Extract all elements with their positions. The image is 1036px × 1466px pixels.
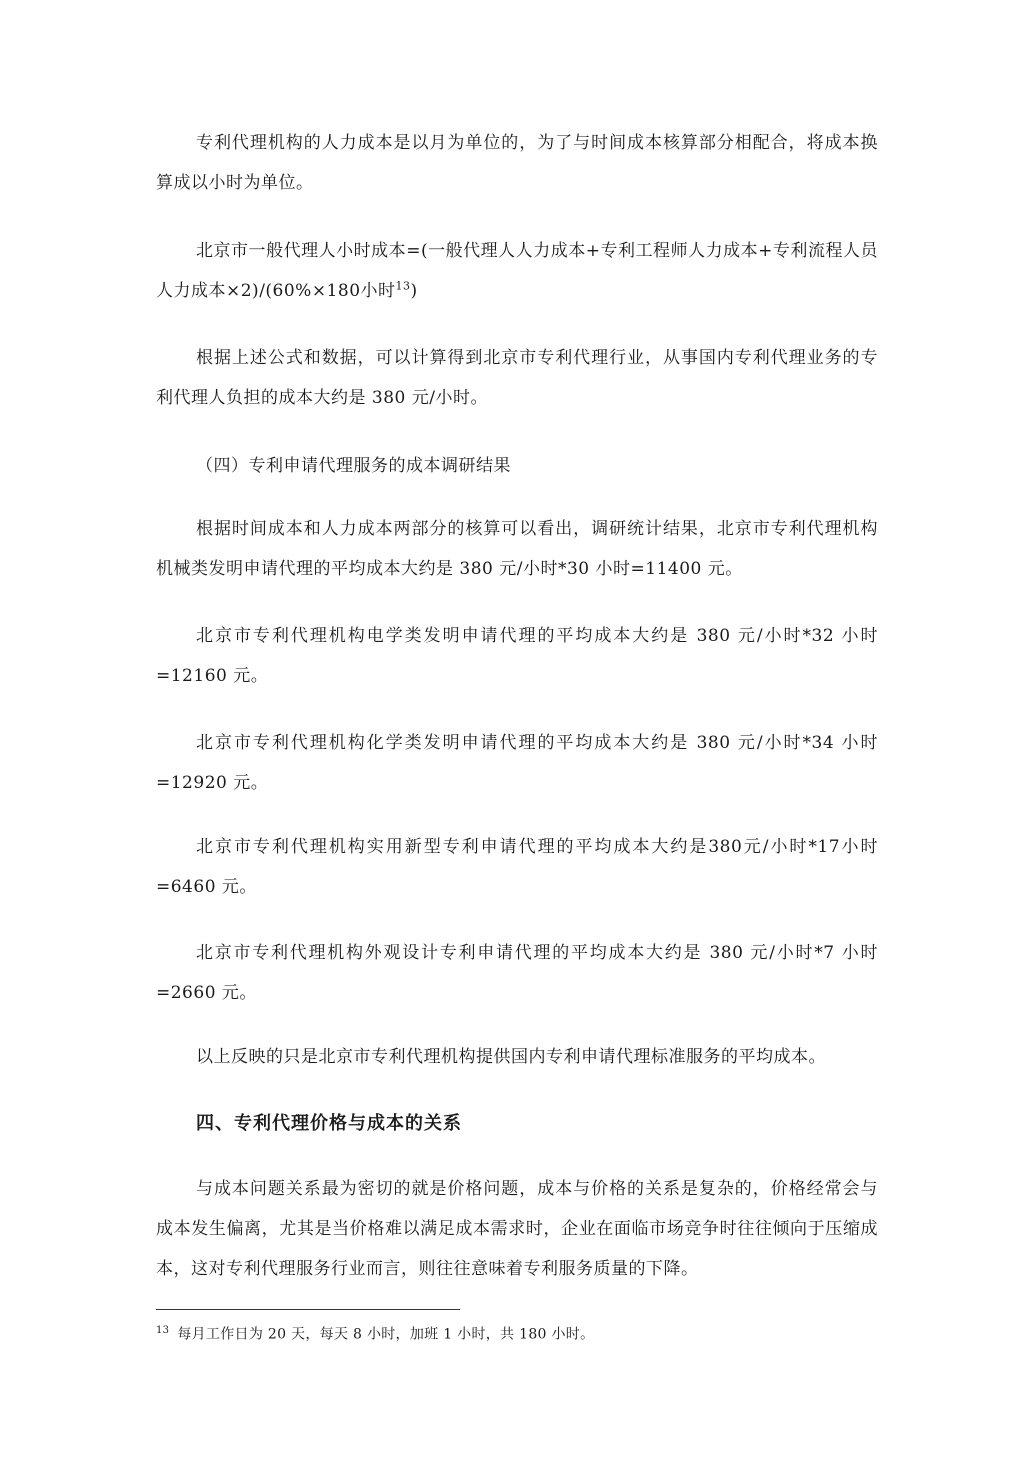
- footnote-mark: 13: [156, 1325, 170, 1336]
- footnote-separator: [156, 1309, 460, 1310]
- paragraph-chemical-invention-cost: 北京市专利代理机构化学类发明申请代理的平均成本大约是 380 元/小时*34 小时=12920 元。: [156, 733, 878, 793]
- paragraph-labor-cost-unit: 专利代理机构的人力成本是以月为单位的，为了与时间成本核算部分相配合，将成本换算成以小时为单位。: [156, 133, 878, 193]
- paragraph-electrical-invention-cost: 北京市专利代理机构电学类发明申请代理的平均成本大约是 380 元/小时*32 小时=12160 元。: [156, 626, 878, 686]
- footnote: [156, 1320, 876, 1346]
- paragraph-price-cost-relationship: 与成本问题关系最为密切的就是价格问题，成本与价格的关系是复杂的，价格经常会与成本发生偏离，尤其是当价格难以满足成本需求时，企业在面临市场竞争时往往倾向于压缩成本，这对专利代理服务行业而言，则往往意味着专利服务质量的下降。: [156, 1179, 878, 1279]
- paragraph-summary: 以上反映的只是北京市专利代理机构提供国内专利申请代理标准服务的平均成本。: [196, 1047, 826, 1067]
- paragraph-hourly-cost-result: 根据上述公式和数据，可以计算得到北京市专利代理行业，从事国内专利代理业务的专利代理人负担的成本大约是 380 元/小时。: [156, 348, 878, 408]
- footnote-text: 每月工作日为 20 天，每天 8 小时，加班 1 小时，共 180 小时。: [177, 1326, 595, 1343]
- paragraph-utility-model-cost: 北京市专利代理机构实用新型专利申请代理的平均成本大约是380元/小时*17小时=6460 元。: [156, 837, 878, 897]
- section-title-price-cost: 四、专利代理价格与成本的关系: [196, 1113, 462, 1134]
- paragraph-design-patent-cost: 北京市专利代理机构外观设计专利申请代理的平均成本大约是 380 元/小时*7 小时=2660 元。: [156, 943, 878, 1003]
- footnote-reference: 13: [395, 279, 411, 293]
- paragraph-hourly-cost-formula: [156, 231, 878, 311]
- formula-close: ): [410, 281, 418, 301]
- formula-text: 北京市一般代理人小时成本=(一般代理人人力成本+专利工程师人力成本+专利流程人员人力成本×2)/(60%×180小时: [156, 241, 878, 301]
- subheading-survey-results: （四）专利申请代理服务的成本调研结果: [196, 456, 511, 476]
- paragraph-mechanical-invention-cost: 根据时间成本和人力成本两部分的核算可以看出，调研统计结果，北京市专利代理机构机械类发明申请代理的平均成本大约是 380 元/小时*30 小时=11400 元。: [156, 519, 878, 579]
